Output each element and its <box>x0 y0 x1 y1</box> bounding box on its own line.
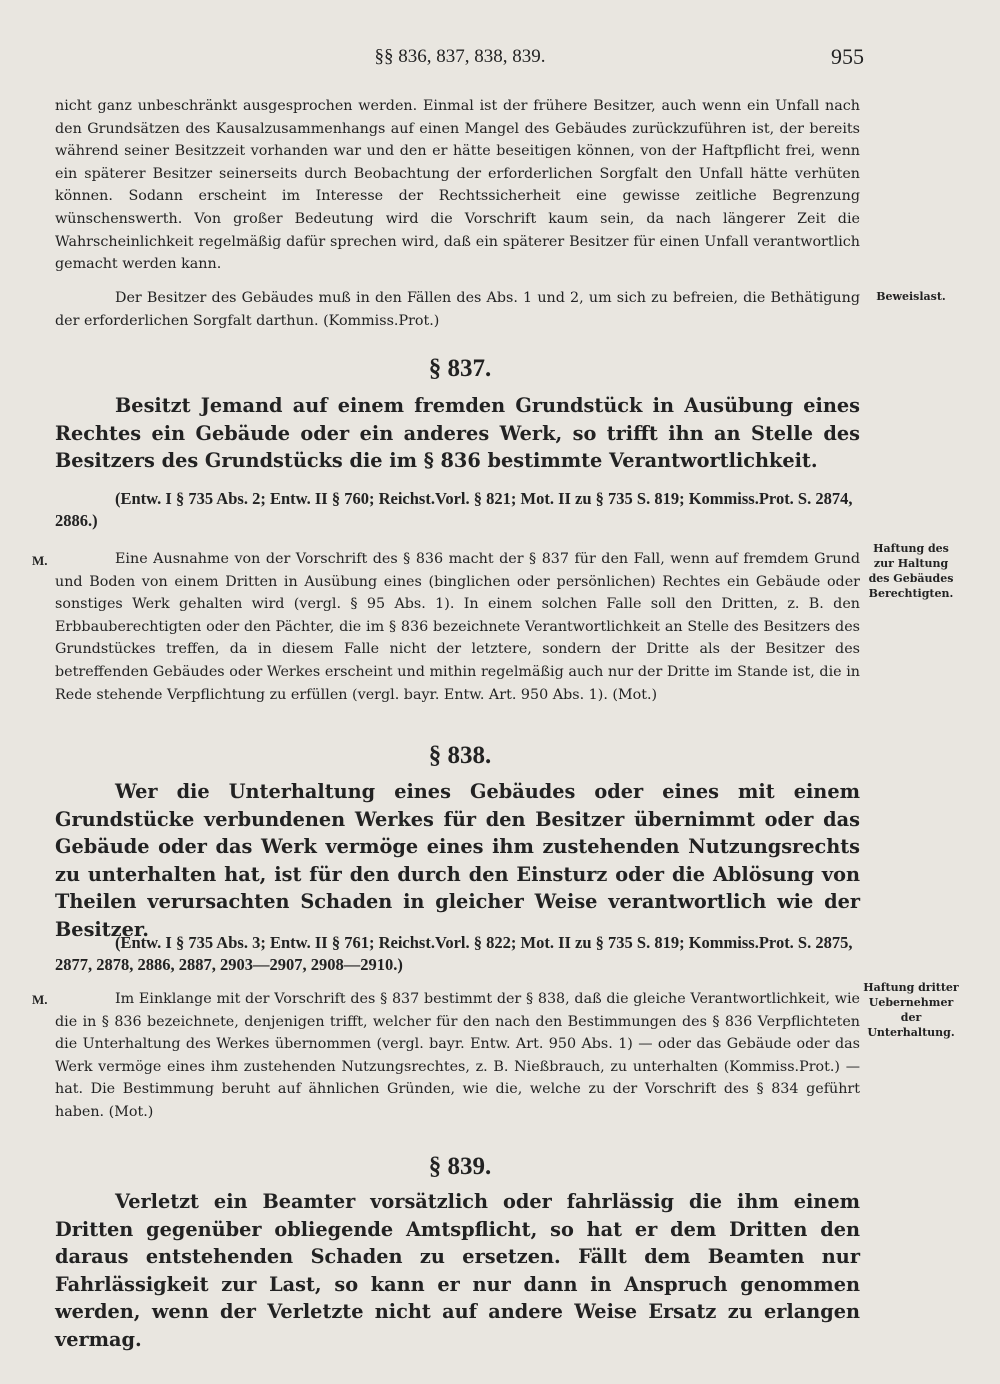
section-837-references: (Entw. I § 735 Abs. 2; Entw. II § 760; Reichst.Vorl. § 821; Mot. II zu § 735 S. 819; Kommiss.Prot. S. 2874, 2886.) <box>55 489 853 530</box>
section-837-commentary: Eine Ausnahme von der Vorschrift des § 836 macht der § 837 für den Fall, wenn auf fremdem Grund und Boden von einem Dritten in Ausübung eines (binglichen oder persönlichen) Rechtes ein Gebäude oder sonstiges Werk gehalten wird (vergl. § 95 Abs. 1). In einem solchen Falle soll den Dritten, z. B. den Erbbauberechtigten oder den Pächter, die im § 836 bezeichnete Verantwortlichkeit an Stelle des Besitzers des Grundstückes treffen, da in diesem Falle nicht der letztere, sondern der Dritte als der Besitzer des betreffenden Gebäudes oder Werkes erscheint und mithin regelmäßig auch nur der Dritte im Stande ist, die in Rede stehende Verpflichtung zu erfüllen (vergl. bayr. Entw. Art. 950 Abs. 1). (Mot.) <box>55 551 860 703</box>
intro-paragraph: nicht ganz unbeschränkt ausgesprochen werden. Einmal ist der frühere Besitzer, auch wenn ein Unfall nach den Grundsätzen des Kausalzusammenhangs auf einen Mangel des Gebäudes zurückzuführen ist, der bereits während seiner Besitzzeit vorhanden war und den er hätte beseitigen können, von der Haftpflicht frei, wenn ein späterer Besitzer seinerseits durch Beobachtung der erforderlichen Sorgfalt den Unfall hätte verhüten können. Sodann erscheint im Interesse der Rechtssicherheit eine gewisse zeitliche Begrenzung wünschenswerth. Von großer Bedeutung wird die Vorschrift kaum sein, da nach längerer Zeit die Wahrscheinlichkeit regelmäßig dafür sprechen wird, daß ein späterer Besitzer für einen Unfall verantwortlich gemacht werden kann. <box>55 98 860 273</box>
margin-note-837: Haftung des zur Haltung des Gebäudes Berechtigten. <box>868 542 954 600</box>
section-839-text: Verletzt ein Beamter vorsätzlich oder fahrlässig die ihm einem Dritten gegenüber obliegende Amtspflicht, so hat er dem Dritten den daraus entstehenden Schaden zu ersetzen. Fällt dem Beamten nur Fahrlässigkeit zur Last, so kann er nur dann in Anspruch genommen werden, wenn der Verletzte nicht auf andere Weise Ersatz zu erlangen vermag. <box>55 1190 860 1351</box>
margin-note-beweislast: Beweislast. <box>876 290 946 303</box>
page-number: 955 <box>831 44 864 69</box>
section-837-text: Besitzt Jemand auf einem fremden Grundstück in Ausübung eines Rechtes ein Gebäude oder ein anderes Werk, so trifft ihn an Stelle des Besitzers des Grundstücks die im § 836 bestimmte Verantwortlichkeit. <box>55 394 860 472</box>
margin-note-838: Haftung dritter Uebernehmer der Unterhaltung. <box>863 981 959 1039</box>
section-838-heading: § 838. <box>428 742 492 769</box>
beweislast-paragraph: Der Besitzer des Gebäudes muß in den Fällen des Abs. 1 und 2, um sich zu befreien, die Bethätigung der erforderlichen Sorgfalt darthun. (Kommiss.Prot.) <box>55 290 860 329</box>
section-838-text: Wer die Unterhaltung eines Gebäudes oder eines mit einem Grundstücke verbundenen Werkes für den Besitzer übernimmt oder das Gebäude oder das Werk vermöge eines ihm zustehenden Nutzungsrechts zu unterhalten hat, ist für den durch den Einsturz oder die Ablösung von Theilen verursachten Schaden in gleicher Weise verantwortlich wie der Besitzer. <box>55 780 860 941</box>
section-837-m-label: M. <box>32 553 48 568</box>
section-838-commentary: Im Einklange mit der Vorschrift des § 837 bestimmt der § 838, daß die gleiche Verantwortlichkeit, wie die in § 836 bezeichnete, denjenigen trifft, welcher für den nach den Bestimmungen des § 836 Verpflichteten die Unterhaltung des Werkes übernommen (vergl. bayr. Entw. Art. 950 Abs. 1) — oder das Gebäude oder das Werk vermöge eines ihm zustehenden Nutzungsrechtes, z. B. Nießbrauch, zu unterhalten (Kommiss.Prot.) — hat. Die Bestimmung beruht auf ähnlichen Gründen, wie die, welche zu der Vorschrift des § 834 geführt haben. (Mot.) <box>55 991 860 1120</box>
section-838-references: (Entw. I § 735 Abs. 3; Entw. II § 761; Reichst.Vorl. § 822; Mot. II zu § 735 S. 819; Kommiss.Prot. S. 2875, 2877, 2878, 2886, 2887, 2903—2907, 2908—2910.) <box>55 933 853 974</box>
section-837-heading: § 837. <box>428 355 492 382</box>
running-header: §§ 836, 837, 838, 839. <box>374 46 546 67</box>
section-838-m-label: M. <box>32 992 48 1007</box>
section-839-heading: § 839. <box>428 1153 492 1180</box>
